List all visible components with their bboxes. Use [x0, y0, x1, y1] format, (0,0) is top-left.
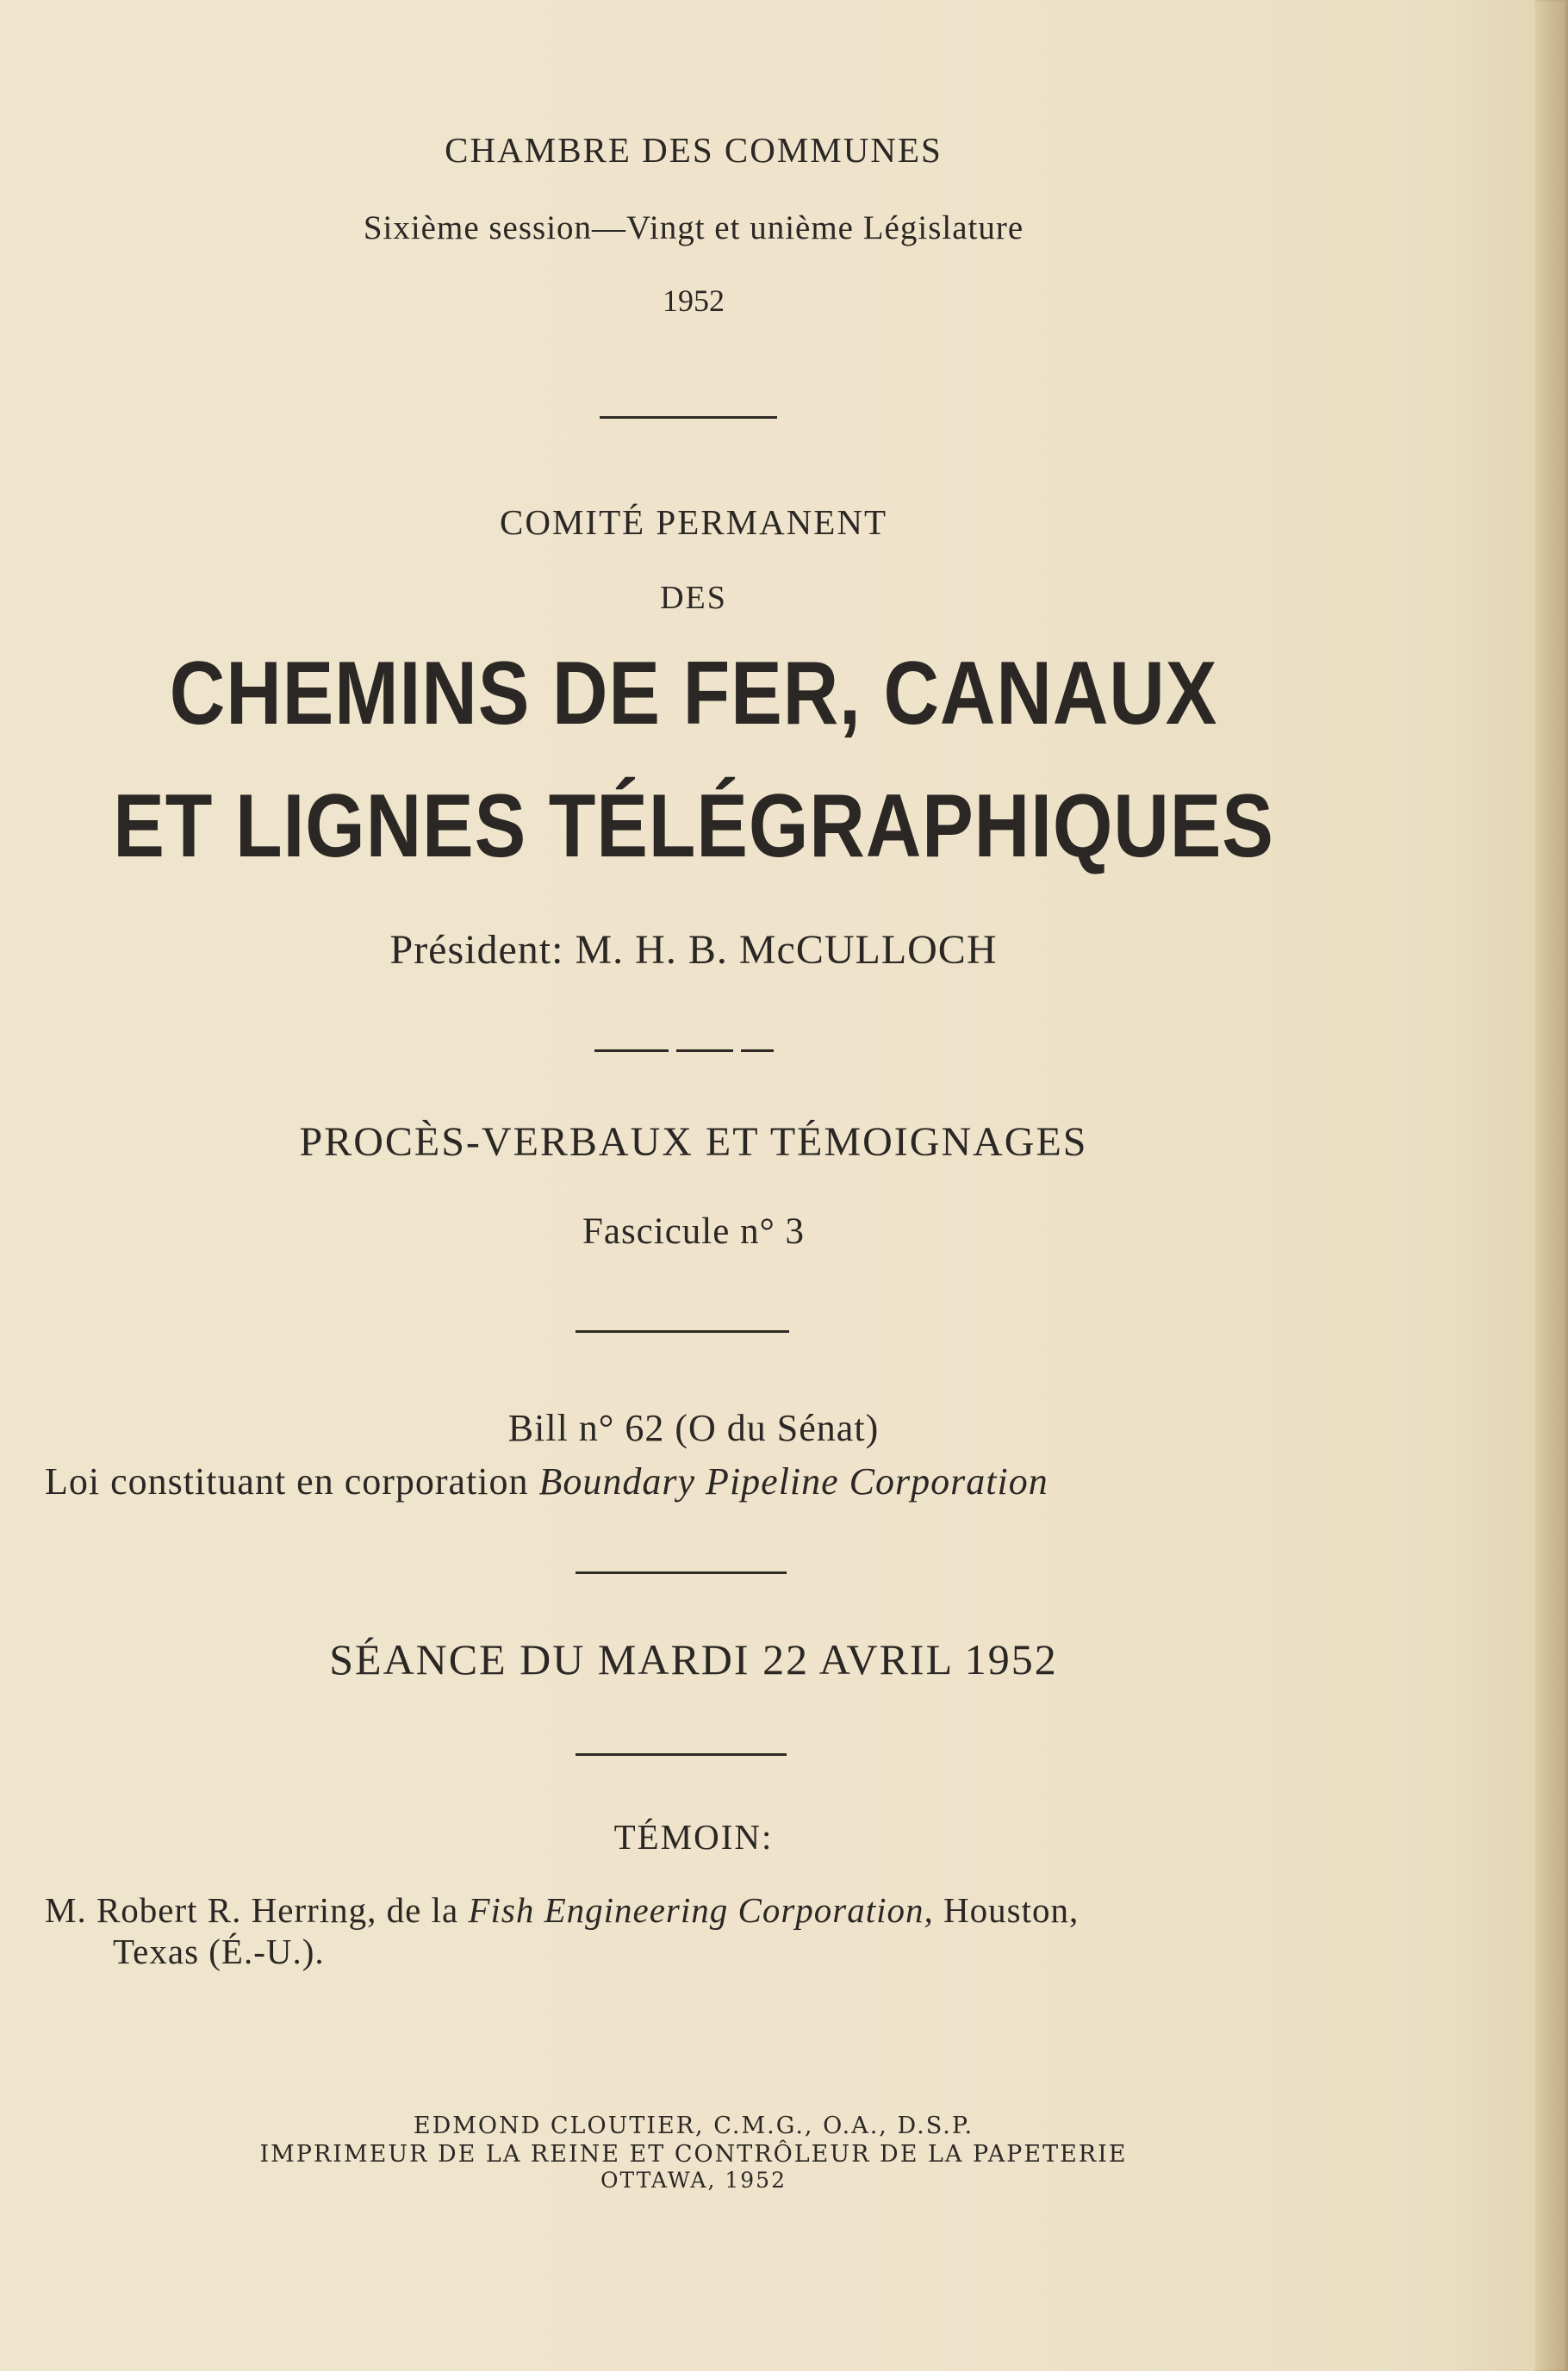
divider-rule	[576, 1753, 787, 1756]
committee-line-2: DES	[660, 580, 727, 616]
page-edge	[1535, 0, 1568, 2371]
divider-rule	[594, 1049, 669, 1052]
fascicule: Fascicule n° 3	[582, 1211, 806, 1252]
imprint-line-2: IMPRIMEUR DE LA REINE ET CONTRÔLEUR DE LA PAPETERIE	[259, 2141, 1128, 2168]
bill-number: Bill n° 62 (O du Sénat)	[507, 1407, 880, 1449]
witness-location: Houston,	[943, 1890, 1080, 1930]
bill-description	[45, 1459, 1048, 1503]
bill-description-prefix: Loi constituant en corporation	[45, 1460, 529, 1503]
witness-line-2: Texas (É.-U.).	[113, 1932, 325, 1971]
committee-title-line-2: ET LIGNES TÉLÉGRAPHIQUES	[113, 776, 1274, 876]
divider-rule	[741, 1049, 774, 1052]
divider-rule	[600, 416, 777, 419]
committee-line-1: COMITÉ PERMANENT	[500, 502, 887, 542]
bill-corporation-name: Boundary Pipeline Corporation	[538, 1460, 1048, 1503]
session-line: Sixième session—Vingt et unième Législature	[363, 209, 1024, 246]
witness-organization: Fish Engineering Corporation,	[468, 1890, 934, 1930]
divider-rule	[676, 1049, 733, 1052]
chamber-heading: CHAMBRE DES COMMUNES	[445, 130, 943, 170]
witness-prefix: M. Robert R. Herring, de la	[45, 1890, 459, 1930]
sitting-date: SÉANCE DU MARDI 22 AVRIL 1952	[329, 1635, 1058, 1683]
committee-title-line-1: CHEMINS DE FER, CANAUX	[169, 644, 1218, 744]
witness-heading: TÉMOIN:	[613, 1817, 774, 1857]
witness-line-1	[45, 1889, 1079, 1931]
divider-rule	[576, 1571, 787, 1574]
proceedings-title: PROCÈS-VERBAUX ET TÉMOIGNAGES	[299, 1119, 1088, 1165]
year: 1952	[663, 283, 725, 318]
divider-rule	[576, 1330, 789, 1333]
imprint-line-1: EDMOND CLOUTIER, C.M.G., O.A., D.S.P.	[413, 2113, 974, 2139]
president-line: Président: M. H. B. McCULLOCH	[389, 927, 998, 973]
imprint-line-3: OTTAWA, 1952	[600, 2168, 787, 2193]
